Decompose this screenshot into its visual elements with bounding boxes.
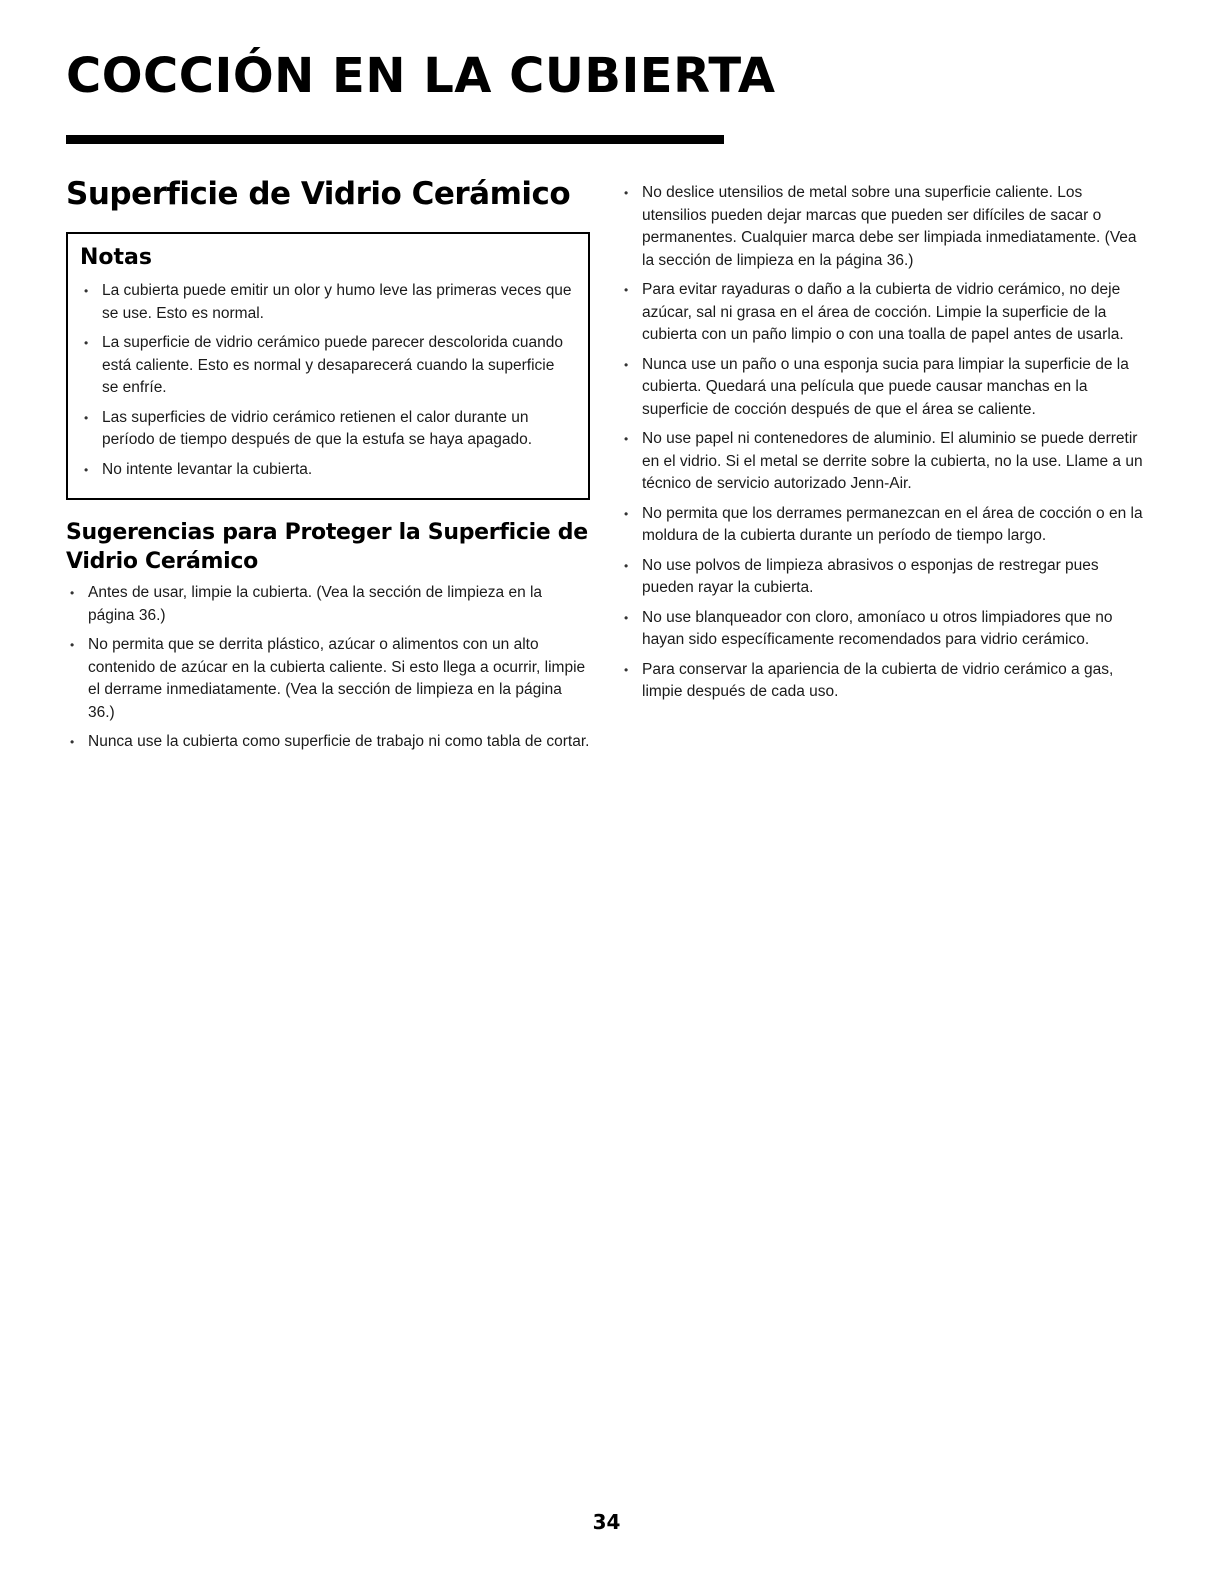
right-column	[620, 182, 1150, 711]
notes-box	[66, 232, 590, 500]
bullet-item: • No use papel ni contenedores de aluminio. El aluminio se puede derretir en el vidrio. Si el metal se derrite sobre la cubierta, no la use. Llame a un técnico de servicio autorizado Jenn-Air.	[620, 428, 1150, 496]
notes-item: • Las superficies de vidrio cerámico retienen el calor durante un período de tiempo después de que la estufa se haya apagado.	[80, 407, 574, 452]
suggestion-item: • Antes de usar, limpie la cubierta. (Vea la sección de limpieza en la página 36.)	[66, 582, 590, 627]
page-title: COCCIÓN EN LA CUBIERTA	[66, 48, 776, 104]
suggestions-list	[66, 582, 590, 754]
bullet-item: • No use polvos de limpieza abrasivos o esponjas de restregar pues pueden rayar la cubierta.	[620, 555, 1150, 600]
bullet-item: • Para conservar la apariencia de la cubierta de vidrio cerámico a gas, limpie después de cada uso.	[620, 659, 1150, 704]
section-heading: Superficie de Vidrio Cerámico	[66, 176, 571, 212]
suggestion-item: • No permita que se derrita plástico, azúcar o alimentos con un alto contenido de azúcar en la cubierta caliente. Si esto llega a ocurrir, limpie el derrame inmediatamente. (Vea la sección de limpieza en la página 36.)	[66, 634, 590, 724]
page-number: 34	[592, 1510, 621, 1534]
title-rule	[66, 135, 724, 144]
notes-heading: Notas	[80, 245, 152, 270]
left-column	[66, 172, 590, 761]
bullet-item: • No use blanqueador con cloro, amoníaco u otros limpiadores que no hayan sido específicamente recomendados para vidrio cerámico.	[620, 607, 1150, 652]
suggestions-heading: Sugerencias para Proteger la Superficie de Vidrio Cerámico	[66, 520, 588, 574]
bullet-item: • Para evitar rayaduras o daño a la cubierta de vidrio cerámico, no deje azúcar, sal ni grasa en el área de cocción. Limpie la superficie de la cubierta con un paño limpio o con una toalla de papel antes de usarla.	[620, 279, 1150, 347]
notes-item: • La cubierta puede emitir un olor y humo leve las primeras veces que se use. Esto es normal.	[80, 280, 574, 325]
notes-list	[80, 280, 574, 481]
bullet-item: • No deslice utensilios de metal sobre una superficie caliente. Los utensilios pueden dejar marcas que pueden ser difíciles de sacar o permanentes. Cualquier marca debe ser limpiada inmediatamente. (Vea la sección de limpieza en la página 36.)	[620, 182, 1150, 272]
notes-item: • No intente levantar la cubierta.	[80, 459, 574, 482]
right-bullet-list	[620, 182, 1150, 704]
bullet-item: • No permita que los derrames permanezcan en el área de cocción o en la moldura de la cubierta durante un período de tiempo largo.	[620, 503, 1150, 548]
notes-item: • La superficie de vidrio cerámico puede parecer descolorida cuando está caliente. Esto es normal y desaparecerá cuando la superficie se enfríe.	[80, 332, 574, 400]
bullet-item: • Nunca use un paño o una esponja sucia para limpiar la superficie de la cubierta. Quedará una película que puede causar manchas en la superficie de cocción después de que el área se caliente.	[620, 354, 1150, 422]
suggestion-item: • Nunca use la cubierta como superficie de trabajo ni como tabla de cortar.	[66, 731, 590, 754]
